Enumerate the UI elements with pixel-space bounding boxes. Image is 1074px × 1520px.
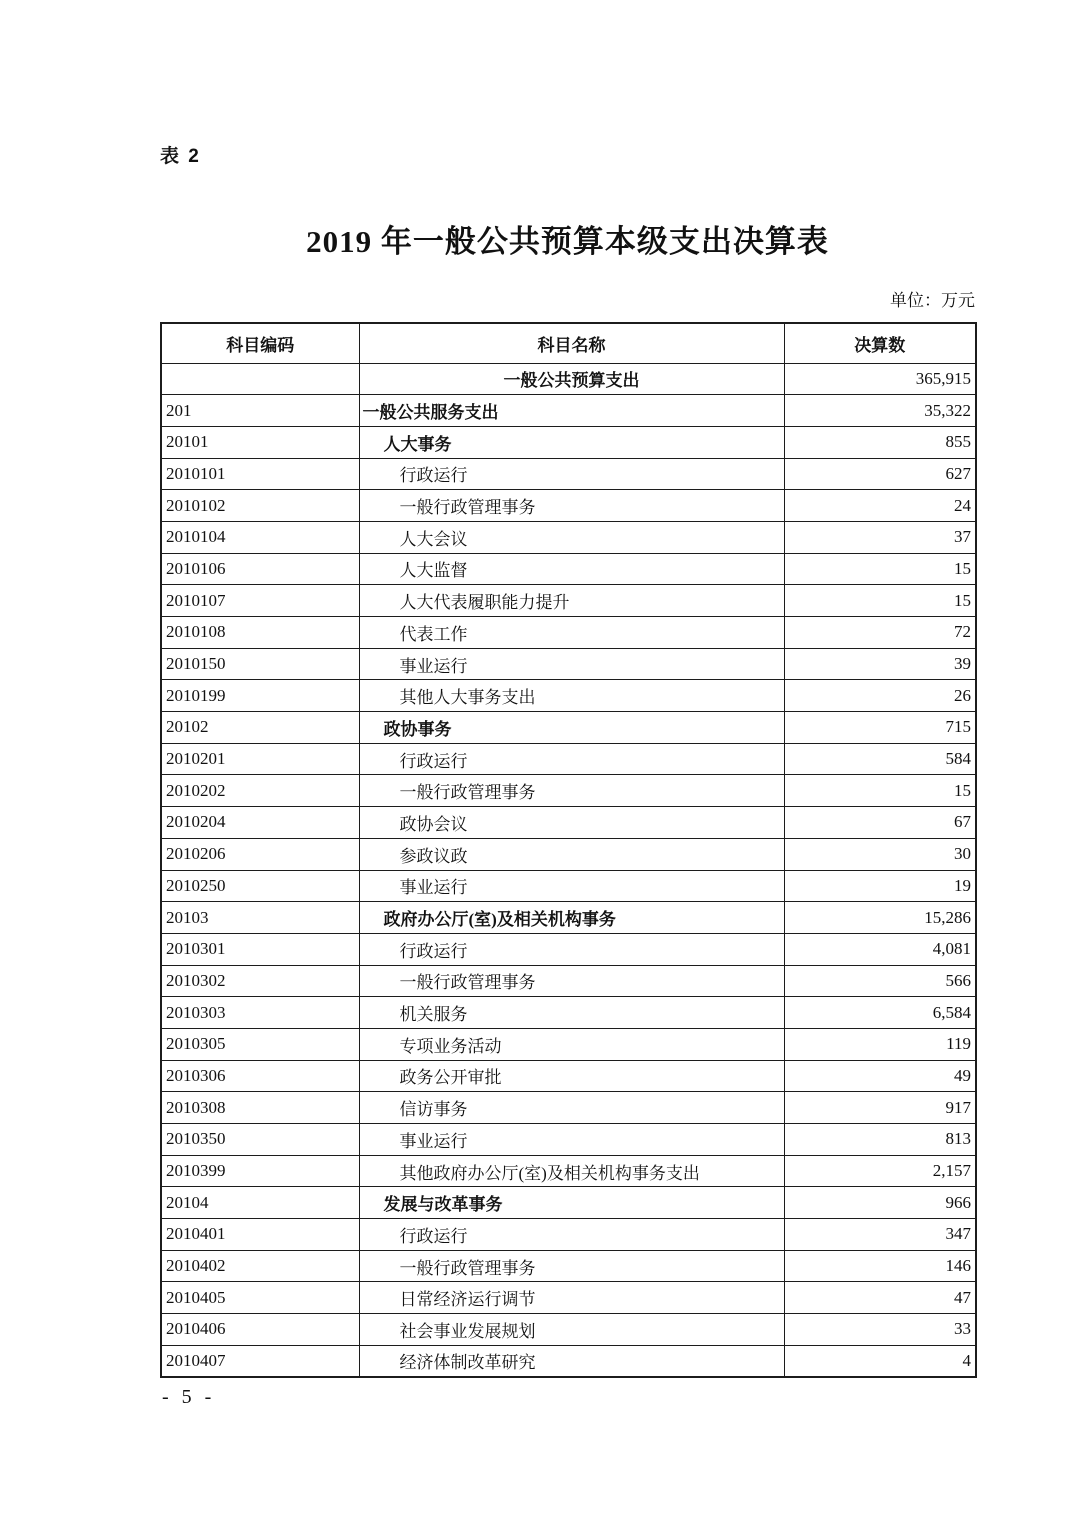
cell-subject-code: 2010405 — [161, 1282, 359, 1314]
table-row — [161, 1028, 976, 1060]
cell-final-amount: 67 — [784, 807, 976, 839]
cell-subject-code: 2010106 — [161, 553, 359, 585]
cell-final-amount: 365,915 — [784, 363, 976, 395]
table-header — [161, 323, 976, 363]
cell-subject-code: 2010250 — [161, 870, 359, 902]
table-row — [161, 363, 976, 395]
cell-subject-code: 2010199 — [161, 680, 359, 712]
cell-subject-code: 2010407 — [161, 1345, 359, 1377]
cell-final-amount: 715 — [784, 712, 976, 744]
table-row — [161, 617, 976, 649]
table-row — [161, 712, 976, 744]
cell-subject-name: 人大代表履职能力提升 — [359, 585, 784, 617]
cell-subject-name: 事业运行 — [359, 648, 784, 680]
cell-subject-name: 一般行政管理事务 — [359, 1250, 784, 1282]
cell-subject-code: 2010308 — [161, 1092, 359, 1124]
table-row — [161, 807, 976, 839]
table-label: 表 2 — [160, 146, 201, 167]
cell-subject-code: 201 — [161, 395, 359, 427]
table-row — [161, 997, 976, 1029]
table-body — [161, 363, 976, 1377]
cell-subject-code: 2010101 — [161, 458, 359, 490]
cell-subject-name: 信访事务 — [359, 1092, 784, 1124]
cell-final-amount: 35,322 — [784, 395, 976, 427]
cell-final-amount: 855 — [784, 426, 976, 458]
table-row — [161, 490, 976, 522]
cell-subject-code: 2010107 — [161, 585, 359, 617]
unit-note: 单位：万元 — [890, 291, 975, 310]
cell-subject-name: 经济体制改革研究 — [359, 1345, 784, 1377]
cell-subject-name: 一般行政管理事务 — [359, 490, 784, 522]
cell-final-amount: 119 — [784, 1028, 976, 1060]
cell-final-amount: 146 — [784, 1250, 976, 1282]
cell-subject-name: 政府办公厅(室)及相关机构事务 — [359, 902, 784, 934]
cell-subject-name: 其他人大事务支出 — [359, 680, 784, 712]
table-row — [161, 1060, 976, 1092]
cell-subject-code: 2010108 — [161, 617, 359, 649]
table-row — [161, 775, 976, 807]
cell-subject-code: 2010102 — [161, 490, 359, 522]
cell-subject-code: 2010303 — [161, 997, 359, 1029]
cell-subject-name: 人大监督 — [359, 553, 784, 585]
table-row — [161, 1092, 976, 1124]
page-number: - 5 - — [162, 1386, 216, 1408]
table-row — [161, 870, 976, 902]
cell-final-amount: 39 — [784, 648, 976, 680]
table-row — [161, 902, 976, 934]
cell-subject-name: 一般行政管理事务 — [359, 775, 784, 807]
table-row — [161, 1250, 976, 1282]
cell-final-amount: 15 — [784, 553, 976, 585]
table-row — [161, 521, 976, 553]
table-row — [161, 395, 976, 427]
cell-subject-code: 2010406 — [161, 1314, 359, 1346]
table-row — [161, 1124, 976, 1156]
cell-subject-name: 机关服务 — [359, 997, 784, 1029]
cell-final-amount: 19 — [784, 870, 976, 902]
cell-final-amount: 47 — [784, 1282, 976, 1314]
cell-subject-name: 政务公开审批 — [359, 1060, 784, 1092]
cell-subject-name: 参政议政 — [359, 838, 784, 870]
header-final-amount: 决算数 — [784, 323, 976, 363]
table-row — [161, 1345, 976, 1377]
table-row — [161, 585, 976, 617]
cell-subject-name: 行政运行 — [359, 1219, 784, 1251]
cell-subject-code: 20101 — [161, 426, 359, 458]
cell-subject-code: 2010150 — [161, 648, 359, 680]
table-row — [161, 933, 976, 965]
cell-final-amount: 72 — [784, 617, 976, 649]
cell-subject-name: 行政运行 — [359, 743, 784, 775]
cell-subject-name: 发展与改革事务 — [359, 1187, 784, 1219]
cell-subject-name: 专项业务活动 — [359, 1028, 784, 1060]
cell-subject-name: 一般公共预算支出 — [359, 363, 784, 395]
table-row — [161, 426, 976, 458]
cell-subject-code: 20102 — [161, 712, 359, 744]
table-row — [161, 743, 976, 775]
cell-subject-code: 20104 — [161, 1187, 359, 1219]
table-row — [161, 1282, 976, 1314]
cell-subject-code: 2010306 — [161, 1060, 359, 1092]
cell-final-amount: 627 — [784, 458, 976, 490]
cell-subject-code: 2010201 — [161, 743, 359, 775]
cell-subject-name: 人大会议 — [359, 521, 784, 553]
cell-subject-code: 2010350 — [161, 1124, 359, 1156]
table-row — [161, 1314, 976, 1346]
cell-subject-code: 20103 — [161, 902, 359, 934]
cell-subject-name: 事业运行 — [359, 1124, 784, 1156]
cell-final-amount: 2,157 — [784, 1155, 976, 1187]
table-row — [161, 553, 976, 585]
cell-final-amount: 30 — [784, 838, 976, 870]
cell-subject-code: 2010302 — [161, 965, 359, 997]
cell-subject-name: 社会事业发展规划 — [359, 1314, 784, 1346]
cell-subject-code: 2010305 — [161, 1028, 359, 1060]
cell-subject-name: 一般公共服务支出 — [359, 395, 784, 427]
table-row — [161, 680, 976, 712]
cell-final-amount: 584 — [784, 743, 976, 775]
header-row — [161, 323, 976, 363]
cell-subject-code: 2010399 — [161, 1155, 359, 1187]
table-row — [161, 838, 976, 870]
cell-subject-code: 2010206 — [161, 838, 359, 870]
cell-final-amount: 917 — [784, 1092, 976, 1124]
table-row — [161, 648, 976, 680]
cell-final-amount: 4 — [784, 1345, 976, 1377]
table-row — [161, 965, 976, 997]
cell-subject-name: 日常经济运行调节 — [359, 1282, 784, 1314]
table-row — [161, 1155, 976, 1187]
table-row — [161, 1187, 976, 1219]
cell-final-amount: 49 — [784, 1060, 976, 1092]
cell-final-amount: 966 — [784, 1187, 976, 1219]
cell-subject-name: 事业运行 — [359, 870, 784, 902]
cell-subject-name: 其他政府办公厅(室)及相关机构事务支出 — [359, 1155, 784, 1187]
cell-subject-name: 行政运行 — [359, 458, 784, 490]
cell-final-amount: 15,286 — [784, 902, 976, 934]
cell-subject-name: 代表工作 — [359, 617, 784, 649]
cell-subject-name: 一般行政管理事务 — [359, 965, 784, 997]
cell-final-amount: 347 — [784, 1219, 976, 1251]
cell-final-amount: 37 — [784, 521, 976, 553]
cell-final-amount: 813 — [784, 1124, 976, 1156]
cell-final-amount: 15 — [784, 775, 976, 807]
cell-final-amount: 6,584 — [784, 997, 976, 1029]
cell-final-amount: 566 — [784, 965, 976, 997]
cell-subject-code: 2010204 — [161, 807, 359, 839]
cell-subject-code: 2010402 — [161, 1250, 359, 1282]
cell-final-amount: 24 — [784, 490, 976, 522]
cell-final-amount: 4,081 — [784, 933, 976, 965]
table-row — [161, 458, 976, 490]
cell-final-amount: 15 — [784, 585, 976, 617]
budget-table — [160, 322, 977, 1378]
cell-final-amount: 26 — [784, 680, 976, 712]
cell-subject-code: 2010401 — [161, 1219, 359, 1251]
header-subject-name: 科目名称 — [359, 323, 784, 363]
cell-subject-name: 人大事务 — [359, 426, 784, 458]
page-title: 2019 年一般公共预算本级支出决算表 — [306, 224, 829, 259]
cell-subject-name: 政协事务 — [359, 712, 784, 744]
cell-subject-code: 2010202 — [161, 775, 359, 807]
cell-subject-name: 行政运行 — [359, 933, 784, 965]
cell-subject-name: 政协会议 — [359, 807, 784, 839]
cell-subject-code: 2010104 — [161, 521, 359, 553]
cell-final-amount: 33 — [784, 1314, 976, 1346]
header-subject-code: 科目编码 — [161, 323, 359, 363]
cell-subject-code: 2010301 — [161, 933, 359, 965]
cell-subject-code — [161, 363, 359, 395]
table-row — [161, 1219, 976, 1251]
